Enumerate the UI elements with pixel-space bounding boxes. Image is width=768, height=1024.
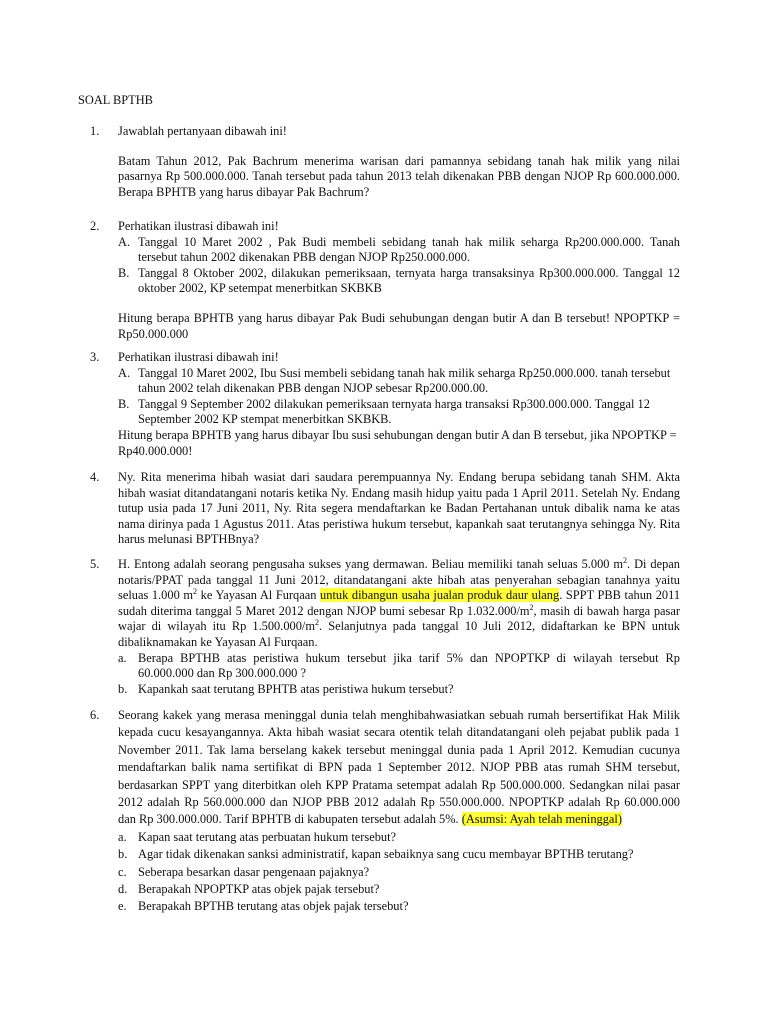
superscript: 2 — [529, 602, 534, 612]
list-item — [118, 881, 680, 898]
sub-item-label: A. — [118, 365, 131, 380]
superscript: 2 — [193, 587, 198, 597]
superscript: 2 — [623, 555, 628, 565]
superscript: 2 — [315, 618, 320, 628]
list-item — [118, 829, 680, 846]
sub-item-label: e. — [118, 899, 127, 914]
sub-item-text: Seberapa besarkan dasar pengenaan pajaknya? — [138, 864, 370, 879]
sub-item-text: Kapan saat terutang atas perbuatan hukum tersebut? — [138, 829, 397, 844]
sub-item-b — [118, 266, 680, 297]
body-text: . SPPT PBB tahun 2011 sudah diterima tanggal 5 Maret 2012 dengan NJOP bumi sebesar Rp 1.032.000/m — [118, 588, 681, 618]
question-body — [118, 707, 680, 829]
sub-item-label: a. — [118, 829, 127, 844]
sub-item-label: d. — [118, 882, 128, 897]
document-title: SOAL BPTHB — [78, 93, 153, 107]
sub-item-text: Tanggal 8 Oktober 2002, dilakukan pemeriksaan, ternyata harga transaksinya Rp300.000.000. Tanggal 12 oktober 2002, KP setempat menerbitkan SKBKB — [138, 265, 680, 296]
highlighted-text: (Asumsi: Ayah telah meninggal) — [461, 812, 622, 827]
highlighted-text: untuk dibangun usaha jualan produk daur ulang — [320, 588, 560, 603]
question-intro: Perhatikan ilustrasi dibawah ini! — [118, 219, 279, 233]
body-text: H. Entong adalah seorang pengusaha sukses yang dermawan. Beliau memiliki tanah seluas 5.000 m — [118, 557, 624, 571]
question-number: 5. — [90, 557, 100, 571]
list-item — [118, 898, 680, 915]
body-text: Seorang kakek yang merasa meninggal dunia telah menghibahwasiatkan sebuah rumah bersertifikat Hak Milik kepada cucu kesayangannya. Akta hibah wasiat secara otentik telah ditandatangani oleh pejabat publik pada 1 November 2011. Tak lama berselang kakek tersebut meninggal dunia pada 1 April 2012. Kemudian cucunya mendaftarkan balik nama sertifikat di BPN pada 1 September 2012. NJOP PBB atas rumah SHM tersebut, berdasarkan SPPT yang diterbitkan oleh KPP Pratama setempat adalah Rp 500.000.000. Sedangkan nilai pasar 2012 adalah Rp 560.000.000 dan NJOP PBB 2012 adalah Rp 550.000.000. NPOPTKP adalah Rp 60.000.000 dan Rp 300.000.000. Tarif BPHTB di kabupaten tersebut adalah 5%. — [118, 708, 680, 827]
sub-item-text: Tanggal 10 Maret 2002 , Pak Budi membeli sebidang tanah hak milik seharga Rp200.000.000. Tanah tersebut tahun 2002 dikenakan PBB dengan NJOP Rp250.000.000. — [138, 234, 680, 265]
sub-item-a — [118, 235, 680, 266]
question-number: 2. — [90, 219, 100, 233]
sub-item-text: Agar tidak dikenakan sanksi administratif, kapan sebaiknya sang cucu membayar BPTHB terutang? — [138, 847, 634, 862]
question-body: Hitung berapa BPHTB yang harus dibayar Pak Budi sehubungan dengan butir A dan B tersebut! NPOPTKP = Rp50.000.000 — [118, 310, 680, 341]
question-4 — [90, 470, 680, 548]
question-1 — [90, 124, 680, 200]
sub-item-text: Kapankah saat terutang BPHTB atas peristiwa hukum tersebut? — [138, 681, 454, 696]
sub-item-label: c. — [118, 864, 127, 879]
sub-item-b — [118, 397, 680, 428]
sub-item-b — [118, 682, 680, 698]
sub-item-a — [118, 651, 680, 682]
sub-item-text: Berapa BPTHB atas peristiwa hukum tersebut jika tarif 5% dan NPOPTKP di wilayah tersebut Rp 60.000.000 dan Rp 300.000.000 ? — [138, 650, 680, 681]
sub-item-label: B. — [118, 265, 130, 280]
question-6 — [90, 707, 680, 916]
sub-item-label: b. — [118, 681, 128, 696]
sub-item-text: Berapakah BPTHB terutang atas objek pajak tersebut? — [138, 899, 409, 914]
sub-item-text: Berapakah NPOPTKP atas objek pajak tersebut? — [138, 882, 380, 897]
sub-item-a — [118, 366, 680, 397]
question-number: 3. — [90, 350, 100, 364]
body-text: , masih di bawah harga pasar wajar di wilayah itu Rp 1.500.000/m — [118, 603, 680, 634]
question-body — [118, 557, 680, 651]
question-5 — [90, 555, 681, 697]
question-number: 4. — [90, 470, 100, 484]
question-body: Batam Tahun 2012, Pak Bachrum menerima warisan dari pamannya sebidang tanah hak milik yang nilai pasarnya Rp 500.000.000. Tanah tersebut pada tahun 2013 telah dikenakan PBB dengan NJOP Rp 600.000.000. Berapa BPHTB yang harus dibayar Pak Bachrum? — [118, 153, 680, 199]
sub-item-label: A. — [118, 234, 131, 249]
question-intro: Jawablah pertanyaan dibawah ini! — [118, 124, 287, 138]
body-text: . Di depan notaris/PPAT pada tanggal 11 Juni 2012, ditandatangani akte hibah atas penyerahan sebagian tanahnya yaitu seluas 1.000 m — [118, 557, 680, 603]
question-2 — [90, 219, 680, 342]
body-text: ke Yayasan Al Furqaan — [197, 588, 321, 603]
sub-item-label: b. — [118, 847, 128, 862]
body-text: . Selanjutnya pada tanggal 10 Juli 2012, didaftarkan ke BPN untuk dibaliknamakan ke Yayasan Al Furqaan. — [118, 619, 680, 649]
question-number: 1. — [90, 124, 100, 138]
list-item — [118, 864, 680, 881]
question-intro: Perhatikan ilustrasi dibawah ini! — [118, 350, 279, 364]
sub-item-text: Tanggal 10 Maret 2002, Ibu Susi membeli sebidang tanah hak milik seharga Rp250.000.000. tanah tersebut tahun 2002 telah dikenakan PBB dengan NJOP sebesar Rp200.000.00. — [138, 365, 671, 396]
sub-item-text: Tanggal 9 September 2002 dilakukan pemeriksaan ternyata harga transaksi Rp300.000.000. Tanggal 12 September 2002 KP stempat menerbitkan SKBKB. — [138, 396, 650, 427]
question-body: Ny. Rita menerima hibah wasiat dari saudara perempuannya Ny. Endang berupa sebidang tanah SHM. Akta hibah wasiat ditandatangani notaris ketika Ny. Endang masih hidup yaitu pada 1 April 2011. Setelah Ny. Endang tutup usia pada 17 Juni 2011, Ny. Rita segera mendaftarkan ke Badan Pertahanan untuk dibalik nama ke atas nama dirinya pada 1 Agustus 2011. Atas peristiwa hukum tersebut, kapankah saat terutangnya sehingga Ny. Rita harus melunasi BPTHBnya? — [118, 470, 680, 547]
question-3 — [90, 350, 680, 459]
question-body: Hitung berapa BPHTB yang harus dibayar Ibu susi sehubungan dengan butir A dan B tersebut, jika NPOPTKP = Rp40.000.000! — [118, 427, 677, 458]
sub-item-label: B. — [118, 396, 130, 411]
list-item — [118, 846, 680, 863]
question-number: 6. — [90, 708, 100, 722]
sub-item-label: a. — [118, 650, 127, 665]
